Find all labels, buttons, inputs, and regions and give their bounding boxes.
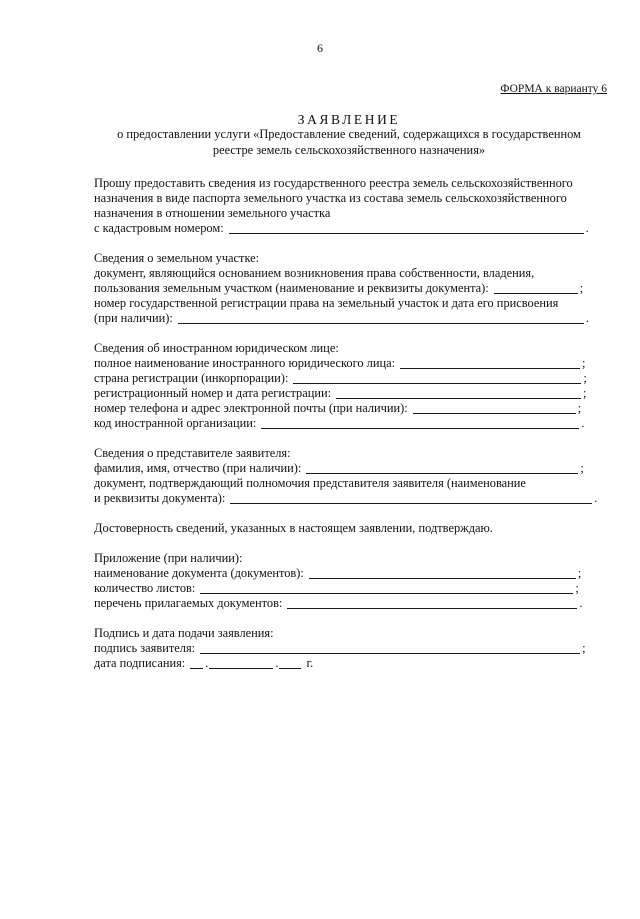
year-suffix: г. <box>306 656 314 670</box>
subtitle-line-1: о предоставлении услуги «Предоставление сведений, содержащихся в государственном <box>117 127 581 141</box>
request-line-2: назначения в виде паспорта земельного участка из состава земель сельскохозяйственного <box>94 191 567 205</box>
signature-row: подпись заявителя: ; <box>94 641 586 655</box>
attachment-docname-label: наименование документа (документов): <box>94 566 304 580</box>
foreign-contacts-field[interactable] <box>413 413 576 414</box>
foreign-contacts-label: номер телефона и адрес электронной почты (при наличии): <box>94 401 408 415</box>
signing-date-label: дата подписания: <box>94 656 186 670</box>
land-reg-line-1: номер государственной регистрации права на земельный участок и дата его присвоения <box>94 296 559 310</box>
cadastral-number-label: с кадастровым номером: <box>94 221 224 235</box>
foreign-name-field[interactable] <box>400 368 580 369</box>
attachment-sheets-field[interactable] <box>200 593 573 594</box>
subtitle-line-2: реестре земель сельскохозяйственного назначения» <box>212 143 486 157</box>
signing-date-row: дата подписания: . . г. <box>94 656 314 670</box>
attachment-sheets-row: количество листов: ; <box>94 581 579 595</box>
representative-fio-row: фамилия, имя, отчество (при наличии): ; <box>94 461 584 475</box>
representative-doc-row: и реквизиты документа): . <box>94 491 598 505</box>
foreign-contacts-row: номер телефона и адрес электронной почты (при наличии): ; <box>94 401 582 415</box>
land-doc-field[interactable] <box>494 293 578 294</box>
representative-heading: Сведения о представителе заявителя: <box>94 446 291 460</box>
attachment-sheets-label: количество листов: <box>94 581 196 595</box>
land-reg-row: (при наличии): . <box>94 311 589 325</box>
cadastral-number-field[interactable] <box>229 233 584 234</box>
foreign-regnum-field[interactable] <box>336 398 581 399</box>
cadastral-number-row: с кадастровым номером: . <box>94 221 589 235</box>
signing-year-field[interactable] <box>279 668 301 669</box>
request-line-3: назначения в отношении земельного участка <box>94 206 331 220</box>
representative-fio-label: фамилия, имя, отчество (при наличии): <box>94 461 302 475</box>
signing-month-field[interactable] <box>209 668 273 669</box>
representative-doc-field[interactable] <box>230 503 592 504</box>
land-heading: Сведения о земельном участке: <box>94 251 260 265</box>
attachment-list-field[interactable] <box>287 608 577 609</box>
land-reg-field[interactable] <box>178 323 584 324</box>
land-doc-label: пользования земельным участком (наименование и реквизиты документа): <box>94 281 489 295</box>
foreign-regnum-row: регистрационный номер и дата регистрации: ; <box>94 386 587 400</box>
land-doc-row: пользования земельным участком (наименование и реквизиты документа): ; <box>94 281 584 295</box>
land-reg-label: (при наличии): <box>94 311 173 325</box>
attachments-heading: Приложение (при наличии): <box>94 551 243 565</box>
foreign-code-field[interactable] <box>261 428 579 429</box>
land-doc-line-1: документ, являющийся основанием возникновения права собственности, владения, <box>94 266 535 280</box>
foreign-country-label: страна регистрации (инкорпорации): <box>94 371 289 385</box>
foreign-country-field[interactable] <box>293 383 581 384</box>
page-number: 6 <box>317 41 323 55</box>
request-line-1: Прошу предоставить сведения из государственного реестра земель сельскохозяйственного <box>94 176 573 190</box>
representative-doc-line-1: документ, подтверждающий полномочия представителя заявителя (наименование <box>94 476 526 490</box>
foreign-name-label: полное наименование иностранного юридического лица: <box>94 356 396 370</box>
form-reference: ФОРМА к варианту 6 <box>500 83 607 95</box>
representative-doc-label: и реквизиты документа): <box>94 491 226 505</box>
representative-fio-field[interactable] <box>306 473 578 474</box>
attachment-docname-row: наименование документа (документов): ; <box>94 566 582 580</box>
signature-label: подпись заявителя: <box>94 641 196 655</box>
foreign-country-row: страна регистрации (инкорпорации): ; <box>94 371 587 385</box>
signing-day-field[interactable] <box>190 668 203 669</box>
document-title: ЗАЯВЛЕНИЕ <box>297 112 401 127</box>
foreign-heading: Сведения об иностранном юридическом лице: <box>94 341 339 355</box>
foreign-name-row: полное наименование иностранного юридического лица: ; <box>94 356 586 370</box>
signature-heading: Подпись и дата подачи заявления: <box>94 626 274 640</box>
foreign-regnum-label: регистрационный номер и дата регистрации: <box>94 386 332 400</box>
confirmation-text: Достоверность сведений, указанных в настоящем заявлении, подтверждаю. <box>94 521 493 535</box>
signature-field[interactable] <box>200 653 580 654</box>
attachment-docname-field[interactable] <box>309 578 576 579</box>
attachment-list-label: перечень прилагаемых документов: <box>94 596 283 610</box>
attachment-list-row: перечень прилагаемых документов: . <box>94 596 583 610</box>
foreign-code-label: код иностранной организации: <box>94 416 257 430</box>
foreign-code-row: код иностранной организации: . <box>94 416 585 430</box>
